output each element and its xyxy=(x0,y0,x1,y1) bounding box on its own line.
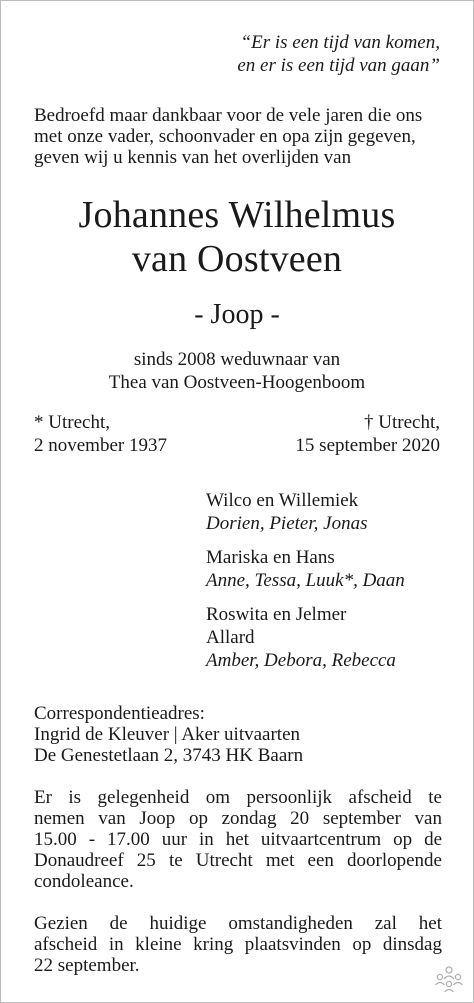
motto-line: en er is een tijd van gaan” xyxy=(237,55,440,76)
farewell-line: Donaudreef 25 te Utrecht met een doorlopende xyxy=(34,850,442,871)
death-place: † Utrecht, xyxy=(364,412,440,433)
widower-line: Thea van Oostveen-Hoogenboom xyxy=(108,372,366,393)
farewell-line: 15.00 - 17.00 uur in het uitvaartcentrum op de xyxy=(34,829,442,850)
nickname: - Joop - xyxy=(194,299,280,330)
family-group xyxy=(206,603,396,672)
birth-place: * Utrecht, xyxy=(34,412,110,433)
farewell-line: nemen van Joop op zondag 20 september van xyxy=(34,808,442,829)
family-parents: Roswita en Jelmer xyxy=(206,604,347,625)
intro-text xyxy=(34,105,422,168)
correspondence-label: Correspondentieadres: xyxy=(34,703,205,724)
circumstances-paragraph xyxy=(34,913,442,976)
family-parents: Wilco en Willemiek xyxy=(206,490,359,511)
family-parents: Allard xyxy=(206,627,255,648)
intro-line: geven wij u kennis van het overlijden van xyxy=(34,147,352,168)
circumstances-line: 22 september. xyxy=(34,955,140,976)
correspondence-address xyxy=(34,703,303,766)
family-children: Dorien, Pieter, Jonas xyxy=(206,513,368,534)
farewell-line: Er is gelegenheid om persoonlijk afscheid te xyxy=(34,787,442,808)
correspondence-line: De Genestetlaan 2, 3743 HK Baarn xyxy=(34,745,304,766)
family-group xyxy=(206,546,405,592)
death-info xyxy=(295,411,440,457)
birth-date: 2 november 1937 xyxy=(34,435,167,456)
motto xyxy=(237,31,440,77)
farewell-line: condoleance. xyxy=(34,871,134,892)
widower-note xyxy=(0,348,474,394)
name-line: Johannes Wilhelmus xyxy=(78,194,396,236)
correspondence-line: Ingrid de Kleuver | Aker uitvaarten xyxy=(34,724,301,745)
people-group-icon xyxy=(432,965,466,995)
deceased-name xyxy=(0,193,474,281)
birth-info xyxy=(34,411,167,457)
intro-line: met onze vader, schoonvader en opa zijn gegeven, xyxy=(34,126,416,147)
family-parents: Mariska en Hans xyxy=(206,547,335,568)
widower-line: sinds 2008 weduwnaar van xyxy=(133,349,341,370)
farewell-paragraph xyxy=(34,787,442,892)
motto-line: “Er is een tijd van komen, xyxy=(240,32,440,53)
family-children: Anne, Tessa, Luuk*, Daan xyxy=(206,570,405,591)
family-group xyxy=(206,489,367,535)
family-children: Amber, Debora, Rebecca xyxy=(206,650,396,671)
intro-line: Bedroefd maar dankbaar voor de vele jaren die ons xyxy=(34,105,423,126)
name-line: van Oostveen xyxy=(131,238,343,280)
death-date: 15 september 2020 xyxy=(295,435,440,456)
circumstances-line: afscheid in kleine kring plaatsvinden op dinsdag xyxy=(34,934,442,955)
circumstances-line: Gezien de huidige omstandigheden zal het xyxy=(34,913,442,934)
